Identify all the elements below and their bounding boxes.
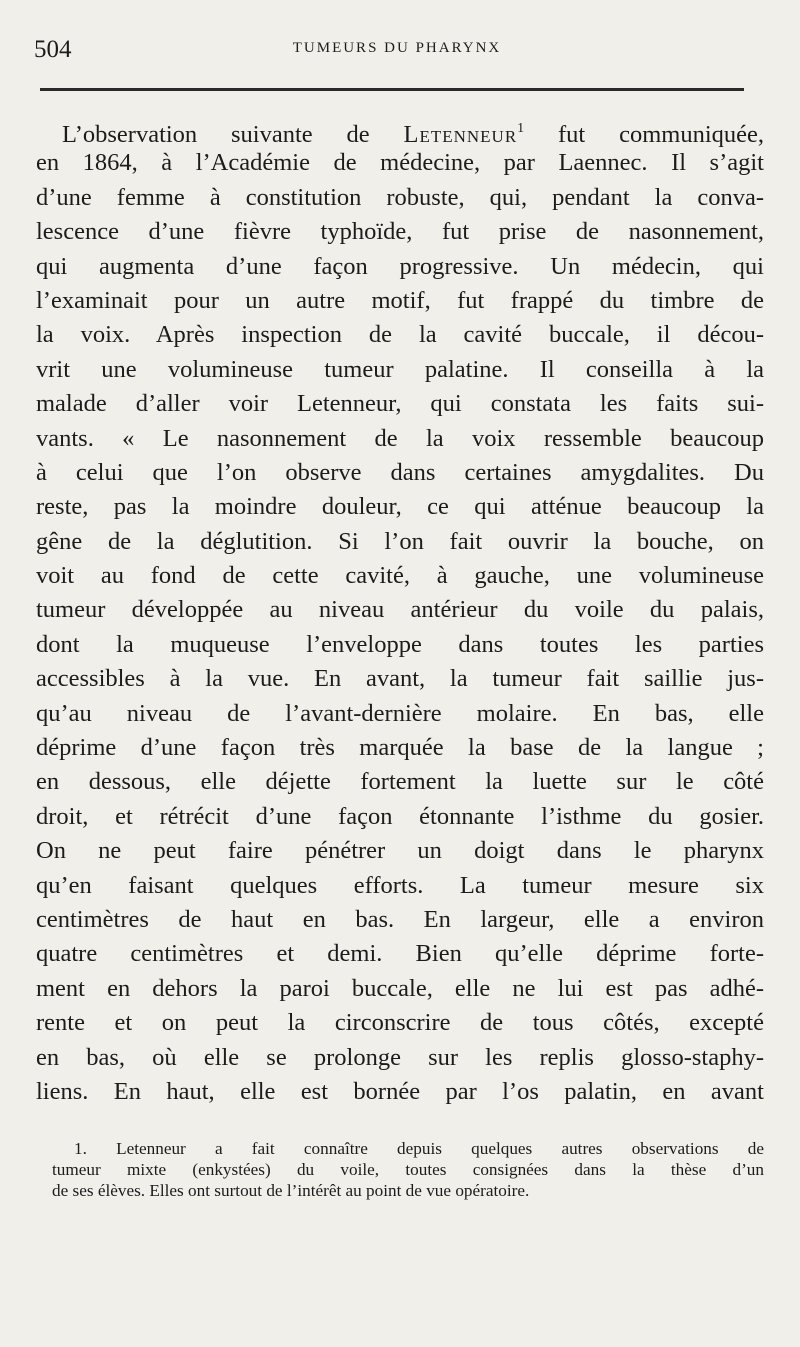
text-line: vrit une volumineuse tumeur palatine. Il conseilla à la	[36, 355, 764, 383]
page-header	[34, 36, 760, 66]
text-line: vants. « Le nasonnement de la voix ressemble beaucoup	[36, 424, 764, 452]
header-rule	[40, 88, 744, 91]
text-line: qu’au niveau de l’avant-dernière molaire. En bas, elle	[36, 699, 764, 727]
page-number: 504	[34, 36, 72, 63]
text-line: droit, et rétrécit d’une façon étonnante l’isthme du gosier.	[36, 802, 764, 830]
text-line: voit au fond de cette cavité, à gauche, une volumineuse	[36, 562, 764, 590]
footnote-line: de ses élèves. Elles ont surtout de l’intérêt au point de vue opératoire.	[52, 1181, 530, 1200]
text-line: déprime d’une façon très marquée la base de la langue ;	[36, 734, 764, 762]
footnote	[52, 1138, 764, 1201]
text-line: dont la muqueuse l’enveloppe dans toutes les parties	[36, 630, 764, 658]
running-title: TUMEURS DU PHARYNX	[292, 40, 502, 56]
text-line: qu’en faisant quelques efforts. La tumeur mesure six	[36, 871, 764, 899]
text-line: accessibles à la vue. En avant, la tumeur fait saillie jus-	[36, 665, 764, 693]
text-line	[36, 112, 764, 146]
footnote-reference: 1	[517, 121, 525, 136]
text-line: à celui que l’on observe dans certaines amygdalites. Du	[36, 458, 764, 486]
footnote-line: tumeur mixte (enkystées) du voile, toutes consignées dans la thèse d’un	[52, 1160, 764, 1179]
footnote-line: 1. Letenneur a fait connaître depuis quelques autres observations de	[74, 1139, 764, 1158]
text-line: tumeur développée au niveau antérieur du voile du palais,	[36, 596, 764, 624]
text-line: reste, pas la moindre douleur, ce qui atténue beaucoup la	[36, 493, 764, 521]
text-line: d’une femme à constitution robuste, qui, pendant la conva-	[36, 183, 764, 211]
line-text: fut communiquée,	[558, 121, 764, 148]
text-line: en 1864, à l’Académie de médecine, par Laennec. Il s’agit	[36, 149, 764, 177]
text-line: en bas, où elle se prolonge sur les replis glosso-staphy-	[36, 1043, 764, 1071]
text-line: lescence d’une fièvre typhoïde, fut prise de nasonnement,	[36, 218, 764, 246]
main-text	[36, 112, 764, 1109]
text-line: centimètres de haut en bas. En largeur, elle a environ	[36, 905, 764, 933]
text-line: l’examinait pour un autre motif, fut frappé du timbre de	[36, 286, 764, 314]
text-line: gêne de la déglutition. Si l’on fait ouvrir la bouche, on	[36, 527, 764, 555]
text-line: rente et on peut la circonscrire de tous côtés, excepté	[36, 1009, 764, 1037]
line-text: L’observation suivante de	[62, 121, 370, 148]
text-line: liens. En haut, elle est bornée par l’os palatin, en avant	[36, 1077, 764, 1105]
text-line: quatre centimètres et demi. Bien qu’elle déprime forte-	[36, 940, 764, 968]
text-line: qui augmenta d’une façon progressive. Un médecin, qui	[36, 252, 764, 280]
text-line: en dessous, elle déjette fortement la luette sur le côté	[36, 768, 764, 796]
text-line: On ne peut faire pénétrer un doigt dans le pharynx	[36, 837, 764, 865]
text-line: la voix. Après inspection de la cavité buccale, il décou-	[36, 321, 764, 349]
text-line: malade d’aller voir Letenneur, qui constata les faits sui-	[36, 390, 764, 418]
author-name: Letenneur	[403, 121, 518, 148]
text-line: ment en dehors la paroi buccale, elle ne lui est pas adhé-	[36, 974, 764, 1002]
